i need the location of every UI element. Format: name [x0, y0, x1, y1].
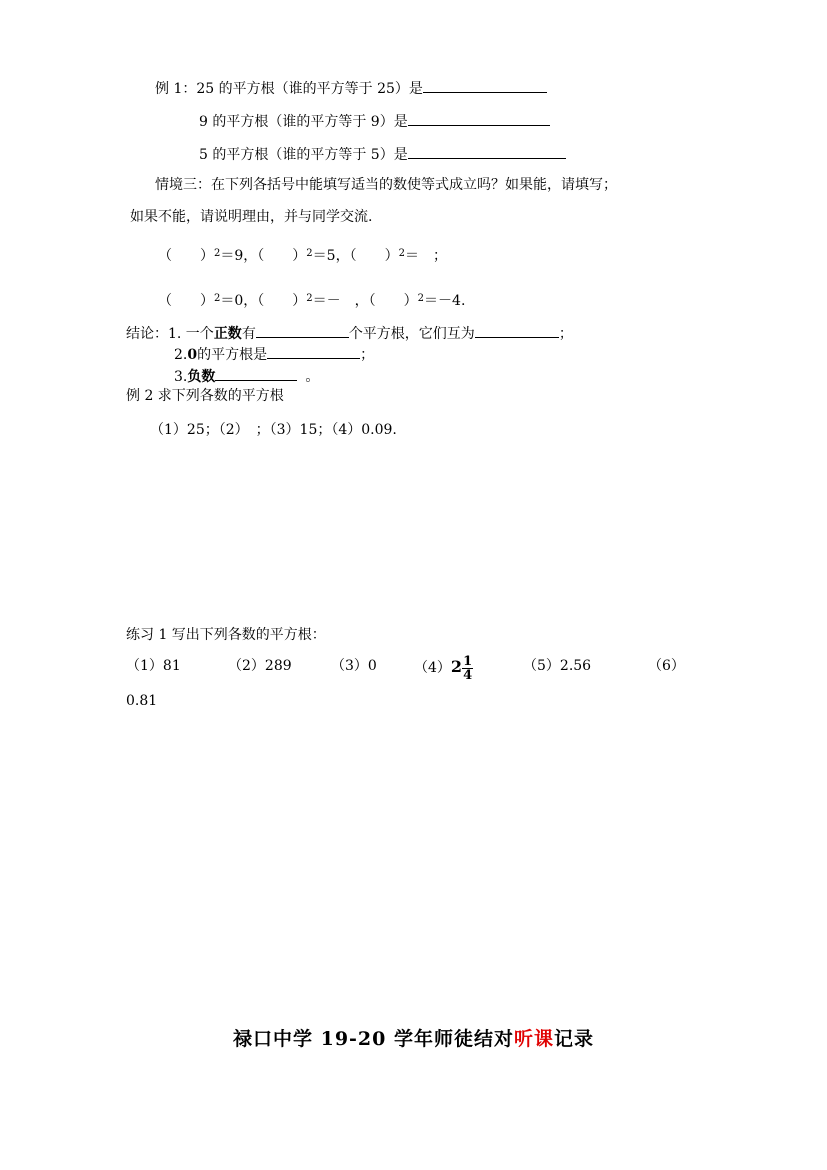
answer-blank[interactable] [215, 366, 297, 381]
fraction [462, 655, 473, 682]
exercise1-item-5: （5）2.56 [523, 658, 592, 674]
example2-items: （1）25；（2） ；（3）15；（4）0.09. [150, 422, 397, 438]
conclusion-bold: 0 [187, 347, 198, 363]
example1-text: 例 1：25 的平方根（谁的平方等于 25）是 [155, 81, 423, 97]
answer-blank[interactable] [408, 144, 566, 159]
equation-text: ＝－4. [424, 293, 466, 309]
example1-line2 [199, 111, 550, 131]
equation-text: ＝ ； [404, 248, 447, 264]
conclusion-text: 个平方根，它们互为 [348, 326, 475, 342]
conclusion-2 [174, 344, 374, 364]
situation3-line1: 情境三：在下列各括号中能填写适当的数使等式成立吗？如果能，请填写； [155, 177, 617, 193]
answer-blank[interactable] [408, 111, 550, 126]
exercise1-item-3: （3）0 [331, 658, 377, 674]
equation-text: ＝5，（ ） [312, 248, 399, 264]
example2-title: 例 2 求下列各数的平方根 [126, 388, 284, 404]
conclusion-3 [174, 366, 319, 386]
conclusion-bold: 负数 [187, 369, 216, 385]
exponent: 2 [214, 293, 221, 304]
conclusion-text: 有 [241, 326, 256, 342]
footer-title [0, 1024, 827, 1051]
fraction-denominator: 4 [463, 667, 473, 683]
mixed-number-whole: 2 [450, 657, 463, 676]
conclusion-bold: 正数 [213, 326, 242, 342]
exponent: 2 [398, 248, 405, 259]
answer-blank[interactable] [475, 323, 559, 338]
exponent: 2 [306, 248, 313, 259]
exercise1-item-6: （6） [648, 658, 685, 674]
answer-blank[interactable] [423, 78, 547, 93]
conclusion-text: 3. [174, 369, 188, 385]
conclusion-text: 结论：1. 一个 [126, 326, 214, 342]
exercise1-item-4 [414, 650, 473, 685]
example1-text: 9 的平方根（谁的平方等于 9）是 [199, 114, 408, 130]
item-label: （4） [414, 660, 451, 676]
exercise1-item-1: （1）81 [126, 658, 181, 674]
equation-text: ＝－ ，（ ） [312, 293, 418, 309]
exponent: 2 [417, 293, 425, 304]
example1-line3 [199, 144, 566, 164]
exponent: 2 [306, 293, 313, 304]
footer-text: 禄口中学 19-20 学年师徒结对 [232, 1028, 514, 1050]
footer-highlight: 听课 [513, 1028, 554, 1050]
exercise1-title: 练习 1 写出下列各数的平方根： [126, 627, 326, 643]
conclusion-text: ； [360, 347, 375, 363]
exercise1-item-6-value: 0.81 [126, 693, 158, 709]
answer-blank[interactable] [267, 344, 360, 359]
exercise1-item-2: （2）289 [228, 658, 292, 674]
equation-text: ＝9，（ ） [220, 248, 307, 264]
conclusion-text: 。 [305, 369, 320, 385]
example1-text: 5 的平方根（谁的平方等于 5）是 [199, 147, 408, 163]
example1-line1 [155, 78, 547, 98]
equation-text: ＝0，（ ） [220, 293, 307, 309]
exponent: 2 [214, 248, 221, 259]
conclusion-1 [126, 323, 573, 343]
conclusion-text: ； [558, 326, 573, 342]
footer-text: 记录 [554, 1028, 595, 1050]
equation-row-2 [158, 290, 465, 310]
paren-blank[interactable]: （ ） [158, 293, 214, 309]
fraction-numerator: 1 [463, 653, 473, 669]
answer-blank[interactable] [256, 323, 349, 338]
conclusion-text: 的平方根是 [197, 347, 268, 363]
conclusion-text: 2. [174, 347, 188, 363]
paren-blank[interactable]: （ ） [158, 248, 214, 264]
situation3-line2: 如果不能，请说明理由，并与同学交流. [130, 209, 373, 225]
equation-row-1 [158, 245, 447, 265]
